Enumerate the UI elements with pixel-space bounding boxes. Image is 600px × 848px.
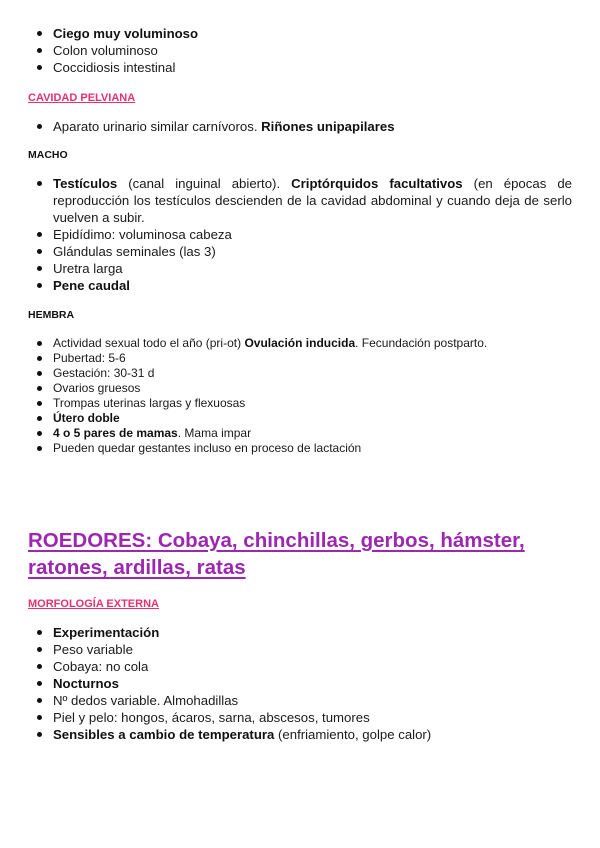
list-item: Coccidiosis intestinal bbox=[36, 59, 572, 76]
hembra-heading: HEMBRA bbox=[28, 309, 75, 321]
list-item: Gestación: 30-31 d bbox=[36, 366, 572, 381]
list-item: Trompas uterinas largas y flexuosas bbox=[36, 396, 572, 411]
list-item: Ciego muy voluminoso bbox=[36, 25, 572, 42]
list-item: Colon voluminoso bbox=[36, 42, 572, 59]
list-item: Nocturnos bbox=[36, 675, 572, 692]
list-item: Cobaya: no cola bbox=[36, 658, 572, 675]
list-item: Experimentación bbox=[36, 624, 572, 641]
list-item: Piel y pelo: hongos, ácaros, sarna, abscesos, tumores bbox=[36, 709, 572, 726]
list-item: Aparato urinario similar carnívoros. Riñones unipapilares bbox=[36, 118, 572, 135]
list-item: Pueden quedar gestantes incluso en proceso de lactación bbox=[36, 441, 572, 456]
top-list bbox=[36, 25, 572, 76]
list-item: Útero doble bbox=[36, 411, 572, 426]
morfologia-heading: MORFOLOGÍA EXTERNA bbox=[28, 598, 159, 610]
list-item: Epidídimo: voluminosa cabeza bbox=[36, 226, 572, 243]
macho-heading: MACHO bbox=[28, 149, 68, 161]
list-item: Ovarios gruesos bbox=[36, 381, 572, 396]
list-item: Glándulas seminales (las 3) bbox=[36, 243, 572, 260]
list-item: Pene caudal bbox=[36, 277, 572, 294]
list-item: Actividad sexual todo el año (pri-ot) Ovulación inducida. Fecundación postparto. bbox=[36, 336, 572, 351]
roedores-title: ROEDORES: Cobaya, chinchillas, gerbos, hámster, ratones, ardillas, ratas bbox=[28, 529, 525, 579]
list-item: Pubertad: 5-6 bbox=[36, 351, 572, 366]
list-item: Nº dedos variable. Almohadillas bbox=[36, 692, 572, 709]
list-item: Sensibles a cambio de temperatura (enfriamiento, golpe calor) bbox=[36, 726, 572, 743]
list-item: 4 o 5 pares de mamas. Mama impar bbox=[36, 426, 572, 441]
morfologia-list bbox=[36, 624, 572, 743]
cavidad-pelviana-heading: CAVIDAD PELVIANA bbox=[28, 92, 136, 104]
cavidad-list bbox=[36, 118, 572, 135]
hembra-list bbox=[36, 336, 572, 456]
macho-list bbox=[36, 175, 572, 294]
list-item: Peso variable bbox=[36, 641, 572, 658]
list-item: Testículos (canal inguinal abierto). Criptórquidos facultativos (en épocas de reproducción los testículos descienden de la cavidad abdominal y cuando deja de serlo vuelven a subir. bbox=[36, 175, 572, 226]
list-item: Uretra larga bbox=[36, 260, 572, 277]
